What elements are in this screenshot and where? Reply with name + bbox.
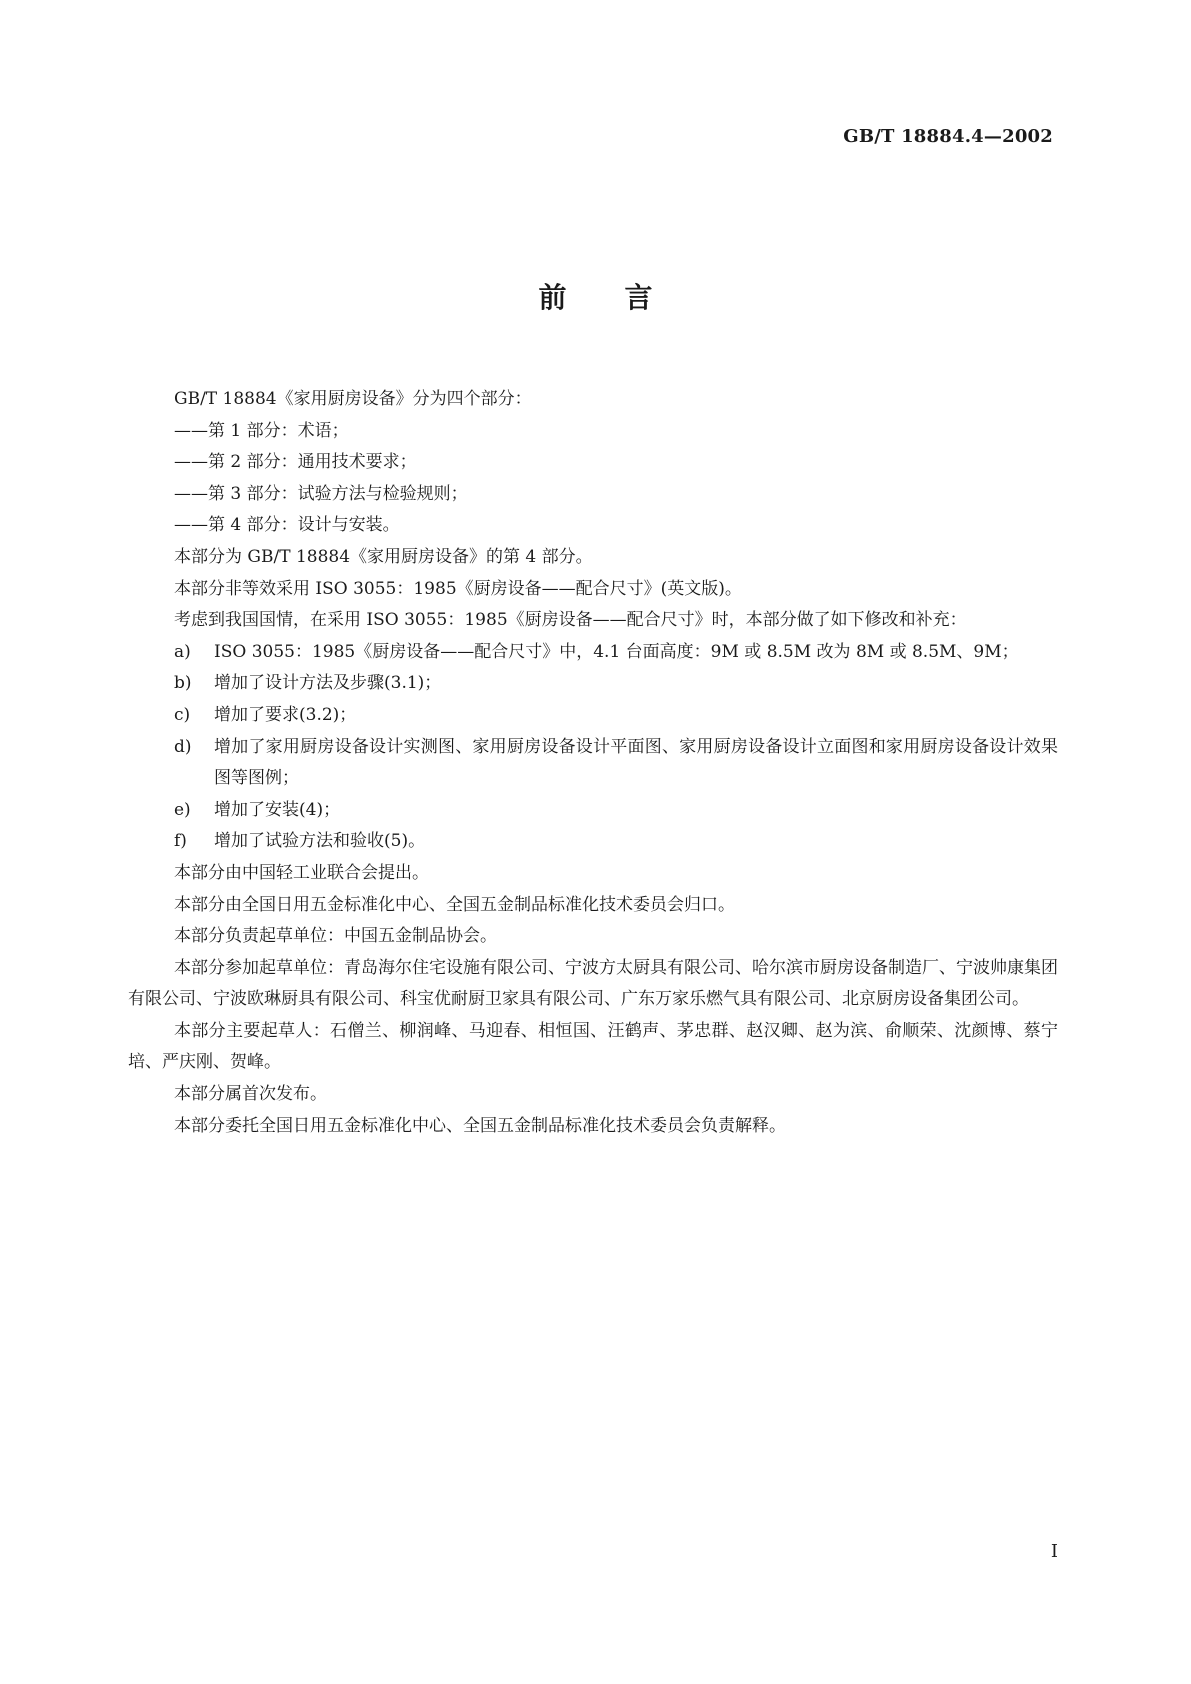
item-label: a): [174, 641, 191, 662]
item-label: d): [174, 736, 192, 757]
item-label: f): [174, 831, 187, 852]
centralized-paragraph: 本部分由全国日用五金标准化中心、全国五金制品标准化技术委员会归口。: [174, 894, 735, 915]
interpretation-paragraph: 本部分委托全国日用五金标准化中心、全国五金制品标准化技术委员会负责解释。: [174, 1115, 786, 1136]
item-text: 增加了安装(4)；: [214, 799, 341, 820]
this-part-paragraph: 本部分为 GB/T 18884《家用厨房设备》的第 4 部分。: [174, 546, 593, 567]
part-4-line: ——第 4 部分：设计与安装。: [174, 515, 400, 536]
item-text: 增加了家用厨房设备设计实测图、家用厨房设备设计平面图、家用厨房设备设计立面图和家用厨房设备设计效果图等图例；: [214, 736, 1058, 789]
intro-paragraph: GB/T 18884《家用厨房设备》分为四个部分：: [174, 389, 532, 409]
page-number: I: [1050, 1541, 1058, 1562]
standard-code: GB/T 18884.4—2002: [843, 126, 1053, 147]
proposed-paragraph: 本部分由中国轻工业联合会提出。: [174, 862, 429, 883]
item-text: 增加了设计方法及步骤(3.1)；: [214, 673, 442, 694]
item-text: ISO 3055：1985《厨房设备——配合尺寸》中，4.1 台面高度：9M 或 8.5M 改为 8M 或 8.5M、9M；: [214, 641, 1019, 662]
item-label: e): [174, 799, 191, 820]
participating-units-paragraph: 本部分参加起草单位：青岛海尔住宅设施有限公司、宁波方太厨具有限公司、哈尔滨市厨房设备制造厂、宁波帅康集团有限公司、宁波欧琳厨具有限公司、科宝优耐厨卫家具有限公司、广东万家乐燃气具有限公司、北京厨房设备集团公司。: [128, 957, 1058, 1010]
adoption-paragraph: 本部分非等效采用 ISO 3055：1985《厨房设备——配合尺寸》(英文版)。: [174, 578, 742, 599]
first-release-paragraph: 本部分属首次发布。: [174, 1084, 327, 1105]
part-1-line: ——第 1 部分：术语；: [174, 420, 349, 441]
modification-item: [128, 826, 1058, 858]
page-title: 前言: [538, 281, 711, 314]
responsible-unit-paragraph: 本部分负责起草单位：中国五金制品协会。: [174, 926, 497, 947]
modification-item: [128, 732, 1058, 795]
modification-item: [128, 700, 1058, 732]
item-label: b): [174, 673, 192, 694]
modification-item: [128, 795, 1058, 827]
drafters-paragraph: 本部分主要起草人：石僧兰、柳润峰、马迎春、相恒国、汪鹤声、茅忠群、赵汉卿、赵为滨、俞顺荣、沈颜博、蔡宁培、严庆刚、贺峰。: [128, 1020, 1058, 1073]
modification-item: [128, 637, 1058, 669]
item-text: 增加了试验方法和验收(5)。: [214, 831, 426, 852]
part-3-line: ——第 3 部分：试验方法与检验规则；: [174, 483, 468, 504]
part-2-line: ——第 2 部分：通用技术要求；: [174, 452, 417, 473]
foreword-body: [128, 384, 1058, 1142]
considering-paragraph: 考虑到我国国情，在采用 ISO 3055：1985《厨房设备——配合尺寸》时，本部分做了如下修改和补充：: [174, 610, 967, 631]
modification-item: [128, 668, 1058, 700]
item-label: c): [174, 704, 191, 725]
item-text: 增加了要求(3.2)；: [214, 704, 357, 725]
